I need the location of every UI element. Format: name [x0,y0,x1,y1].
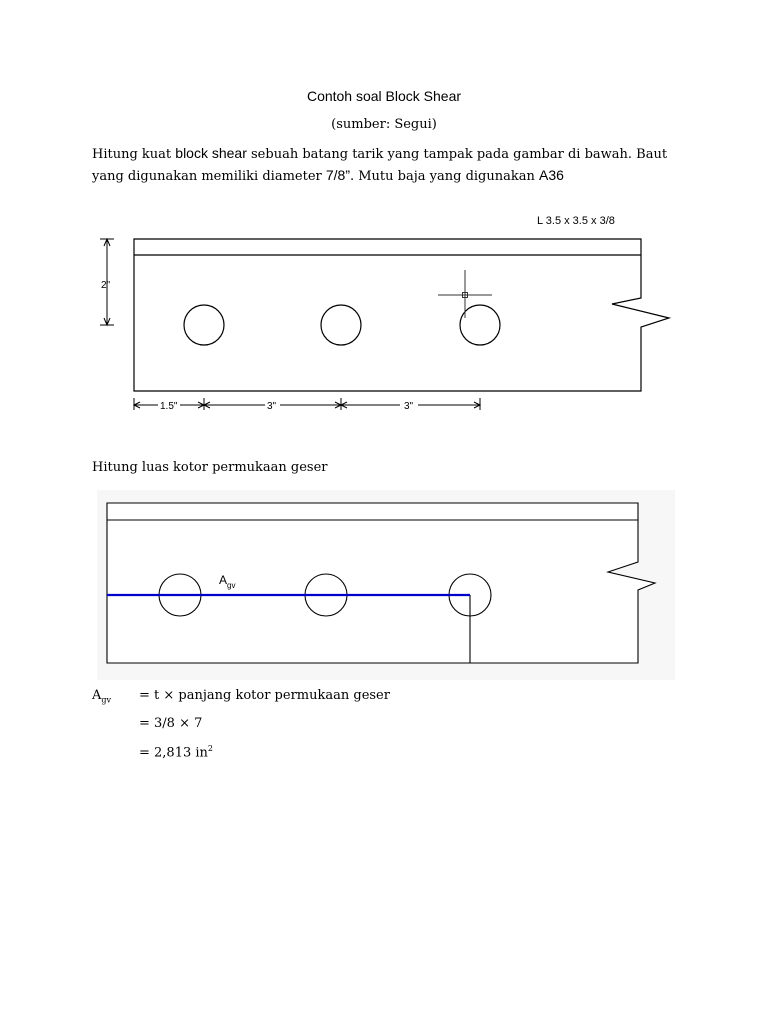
source-citation: (sumber: Segui) [331,117,437,132]
intro-text-2: sebuah batang tarik yang tampak pada gambar di bawah. Baut yang digunakan memiliki diameter [92,147,668,184]
edge-distance-label: 1.5" [160,401,178,412]
bolt-spacing-label: 3" [404,401,414,412]
block-shear-term: block shear [175,145,247,161]
bolt-hole [460,305,500,345]
shear-plane-drawing [0,490,768,680]
gross-shear-area-symbol: $A_{gv}$ [92,688,112,705]
equation-result: = 2,813 $in^2$ [139,744,213,761]
bolt-hole [321,305,361,345]
equation-substitution: = 3/8 × 7 [139,716,203,731]
steel-grade: A36 [539,167,564,183]
equation-formula: = t × panjang kotor permukaan geser [139,688,390,703]
intro-text-3: . Mutu baja yang digunakan [349,169,539,184]
shear-area-label: $A_{gv}$ [219,573,236,590]
bolt-hole [184,305,224,345]
equation-line-1 [92,688,592,708]
equation-line-3 [92,744,592,764]
plate-outline [134,239,669,391]
problem-statement [92,143,692,187]
bolt-spacing-label: 3" [267,401,277,412]
bolt-diameter: 7/8” [325,167,350,183]
angle-section-label: L 3.5 x 3.5 x 3/8 [537,215,615,227]
document-title: Contoh soal Block Shear [306,88,462,104]
plate-outline [107,503,655,663]
equation-line-2 [92,716,592,736]
height-dimension-label: 2" [101,280,111,291]
section-heading: Hitung luas kotor permukaan geser [92,460,328,475]
intro-text-1: Hitung kuat [92,147,176,162]
angle-connection-drawing [0,200,768,420]
